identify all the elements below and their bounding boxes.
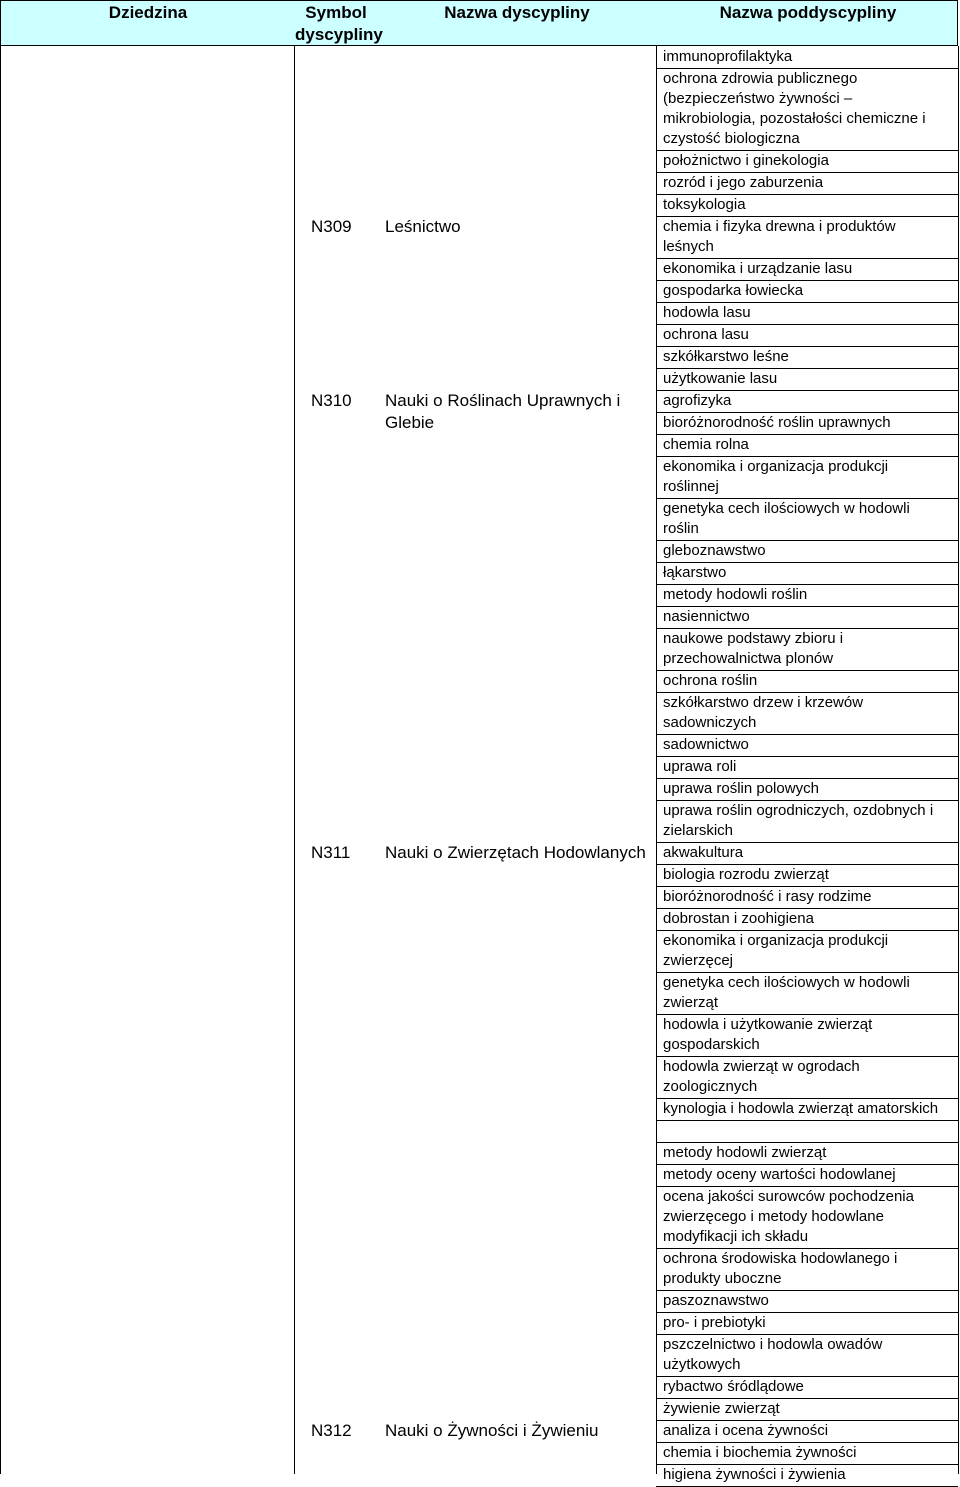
- subdiscipline-item: uprawa roli: [663, 758, 737, 775]
- discipline-name: Nauki o Roślinach Uprawnych i Glebie: [385, 391, 621, 432]
- subdiscipline-item: gospodarka łowiecka: [663, 282, 804, 299]
- subdiscipline-item: hodowla lasu: [663, 304, 751, 321]
- header-nazwa-dyscypliny: Nazwa dyscypliny: [444, 3, 590, 22]
- table-header: [0, 0, 958, 46]
- grid-vline: [958, 46, 959, 1474]
- discipline-symbol: N309: [311, 217, 352, 236]
- subdiscipline-item: chemia i fizyka drewna i produktów leśnych: [663, 218, 896, 255]
- subdiscipline-item: sadownictwo: [663, 736, 749, 753]
- subdiscipline-item: łąkarstwo: [663, 564, 727, 581]
- subdiscipline-item: metody hodowli roślin: [663, 586, 808, 603]
- subdiscipline-item: ochrona zdrowia publicznego (bezpieczeństwo żywności – mikrobiologia, pozostałości chemiczne i czystość biologiczna: [663, 70, 926, 147]
- subdiscipline-item: paszoznawstwo: [663, 1292, 769, 1309]
- subdiscipline-item: szkółkarstwo leśne: [663, 348, 789, 365]
- subdiscipline-item: chemia i biochemia żywności: [663, 1444, 857, 1461]
- subdiscipline-item: pszczelnictwo i hodowla owadów użytkowych: [663, 1336, 883, 1373]
- discipline-name: Nauki o Zwierzętach Hodowlanych: [385, 843, 646, 862]
- subdiscipline-item: użytkowanie lasu: [663, 370, 778, 387]
- subdiscipline-item: kynologia i hodowla zwierząt amatorskich: [663, 1100, 939, 1117]
- discipline-symbol: N310: [311, 391, 352, 410]
- header-dziedzina: Dziedzina: [108, 3, 188, 22]
- subdiscipline-item: żywienie zwierząt: [663, 1400, 780, 1417]
- subdiscipline-item: toksykologia: [663, 196, 746, 213]
- subdiscipline-item: rybactwo śródlądowe: [663, 1378, 804, 1395]
- subdiscipline-item: chemia rolna: [663, 436, 749, 453]
- subdiscipline-item: gleboznawstwo: [663, 542, 766, 559]
- subdiscipline-item: agrofizyka: [663, 392, 732, 409]
- subdiscipline-item: naukowe podstawy zbioru i przechowalnictwa plonów: [663, 630, 844, 667]
- grid-hline: [656, 1120, 958, 1121]
- subdiscipline-item: biologia rozrodu zwierząt: [663, 866, 829, 883]
- discipline-symbol: N311: [311, 843, 351, 862]
- subdiscipline-item: ekonomika i organizacja produkcji zwierzęcej: [663, 932, 889, 969]
- grid-vline: [0, 46, 1, 1474]
- subdiscipline-item: nasiennictwo: [663, 608, 750, 625]
- subdiscipline-item: hodowla zwierząt w ogrodach zoologicznych: [663, 1058, 860, 1095]
- subdiscipline-item: ochrona roślin: [663, 672, 758, 689]
- subdiscipline-item: położnictwo i ginekologia: [663, 152, 829, 169]
- subdiscipline-item: hodowla i użytkowanie zwierząt gospodarskich: [663, 1016, 873, 1053]
- header-symbol: Symbol dyscypliny: [295, 3, 383, 44]
- subdiscipline-item: bioróżnorodność roślin uprawnych: [663, 414, 891, 431]
- discipline-name: Nauki o Żywności i Żywieniu: [385, 1421, 599, 1440]
- subdiscipline-item: analiza i ocena żywności: [663, 1422, 829, 1439]
- subdiscipline-item: higiena żywności i żywienia: [663, 1466, 846, 1483]
- grid-vline: [294, 46, 295, 1474]
- subdiscipline-item: uprawa roślin ogrodniczych, ozdobnych i zielarskich: [663, 802, 934, 839]
- subdiscipline-item: dobrostan i zoohigiena: [663, 910, 814, 927]
- discipline-name: Leśnictwo: [385, 217, 461, 236]
- subdiscipline-item: immunoprofilaktyka: [663, 48, 793, 65]
- subdiscipline-item: szkółkarstwo drzew i krzewów sadowniczych: [663, 694, 864, 731]
- subdiscipline-item: uprawa roślin polowych: [663, 780, 819, 797]
- subdiscipline-item: ochrona środowiska hodowlanego i produkty uboczne: [663, 1250, 898, 1287]
- subdiscipline-item: rozród i jego zaburzenia: [663, 174, 824, 191]
- subdiscipline-item: metody oceny wartości hodowlanej: [663, 1166, 896, 1183]
- subdiscipline-item: akwakultura: [663, 844, 744, 861]
- subdiscipline-item: ekonomika i urządzanie lasu: [663, 260, 853, 277]
- subdiscipline-item: metody hodowli zwierząt: [663, 1144, 827, 1161]
- grid-vline: [656, 46, 657, 1474]
- subdiscipline-item: bioróżnorodność i rasy rodzime: [663, 888, 872, 905]
- subdiscipline-item: genetyka cech ilościowych w hodowli roślin: [663, 500, 910, 537]
- subdiscipline-item: ekonomika i organizacja produkcji roślinnej: [663, 458, 889, 495]
- subdiscipline-item: genetyka cech ilościowych w hodowli zwierząt: [663, 974, 910, 1011]
- discipline-symbol: N312: [311, 1421, 352, 1440]
- header-nazwa-poddyscypliny: Nazwa poddyscypliny: [719, 3, 897, 22]
- subdiscipline-item: ochrona lasu: [663, 326, 749, 343]
- subdiscipline-item: pro- i prebiotyki: [663, 1314, 766, 1331]
- subdiscipline-item: ocena jakości surowców pochodzenia zwierzęcego i metody hodowlane modyfikacji ich składu: [663, 1188, 914, 1245]
